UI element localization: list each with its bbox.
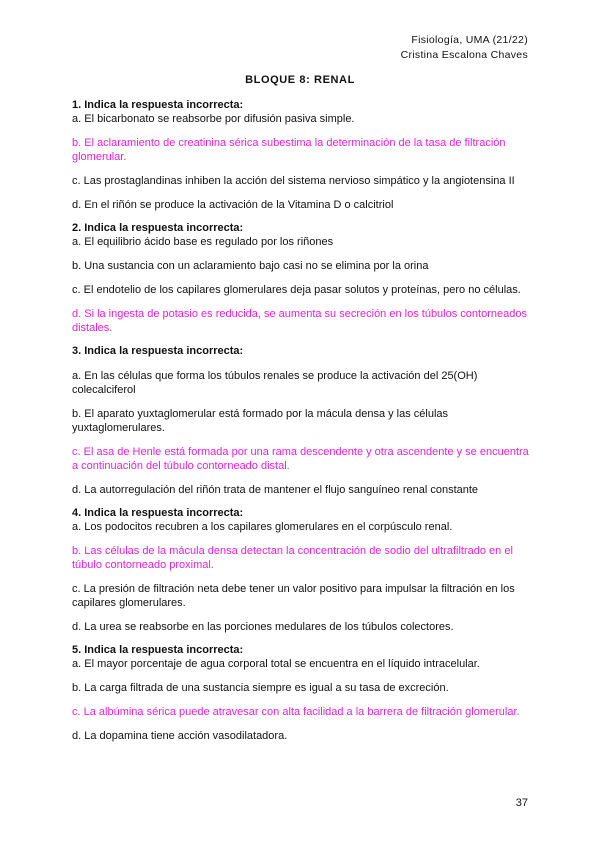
option-d: d. La urea se reabsorbe en las porciones medulares de los túbulos colectores.: [72, 621, 454, 633]
question-3: [72, 345, 532, 497]
option-c: c. La presión de filtración neta debe tener un valor positivo para impulsar la filtración en los capilares glomerulares.: [72, 583, 515, 609]
option-b-answer: b. El aclaramiento de creatinina sérica subestima la determinación de la tasa de filtración glomerular.: [72, 137, 506, 163]
option-c-answer: c. La albúmina sérica puede atravesar con alta facilidad a la barrera de filtración glomerular.: [72, 706, 520, 718]
question-title: 2. Indica la respuesta incorrecta:: [72, 222, 244, 234]
header-author: Cristina Escalona Chaves: [400, 49, 528, 61]
page-number: 37: [515, 797, 528, 809]
question-title: 1. Indica la respuesta incorrecta:: [72, 99, 244, 111]
option-b: b. La carga filtrada de una sustancia siempre es igual a su tasa de excreción.: [72, 682, 449, 694]
question-list: [72, 99, 532, 753]
option-d: d. La dopamina tiene acción vasodilatadora.: [72, 730, 288, 742]
question-2: [72, 222, 532, 335]
option-b: b. El aparato yuxtaglomerular está formado por la mácula densa y las células yuxtaglomerulares.: [72, 408, 449, 434]
option-c-answer: c. El asa de Henle está formada por una rama descendente y otra ascendente y se encuentra a continuación del túbulo contorneado distal.: [72, 446, 529, 472]
option-a: a. El equilibrio ácido base es regulado por los riñones: [72, 236, 334, 248]
option-c: c. El endotelio de los capilares glomerulares deja pasar solutos y proteínas, pero no células.: [72, 284, 521, 296]
header-course: Fisiología, UMA (21/22): [411, 34, 528, 46]
question-title: 4. Indica la respuesta incorrecta:: [72, 507, 244, 519]
option-a: a. Los podocitos recubren a los capilares glomerulares en el corpúsculo renal.: [72, 521, 453, 533]
option-d: d. La autorregulación del riñón trata de mantener el flujo sanguíneo renal constante: [72, 484, 479, 496]
option-b: b. Una sustancia con un aclaramiento bajo casi no se elimina por la orina: [72, 260, 429, 272]
option-a: a. El bicarbonato se reabsorbe por difusión pasiva simple.: [72, 113, 355, 125]
question-4: [72, 507, 532, 634]
document-header: [401, 33, 528, 63]
option-c: c. Las prostaglandinas inhiben la acción del sistema nervioso simpático y la angiotensina II: [72, 175, 515, 187]
question-title: 3. Indica la respuesta incorrecta:: [72, 345, 244, 357]
question-title: 5. Indica la respuesta incorrecta:: [72, 644, 244, 656]
option-a: a. En las células que forma los túbulos renales se produce la activación del 25(OH) colecalciferol: [72, 370, 478, 396]
page-title: BLOQUE 8: RENAL: [245, 74, 355, 86]
option-a: a. El mayor porcentaje de agua corporal total se encuentra en el líquido intracelular.: [72, 658, 480, 670]
question-5: [72, 644, 532, 743]
option-b-answer: b. Las células de la mácula densa detectan la concentración de sodio del ultrafiltrado en el túbulo contorneado proximal.: [72, 545, 513, 571]
option-d-answer: d. Si la ingesta de potasio es reducida, se aumenta su secreción en los túbulos contorneados distales.: [72, 308, 527, 334]
option-d: d. En el riñón se produce la activación de la Vitamina D o calcitriol: [72, 199, 394, 211]
question-1: [72, 99, 532, 212]
